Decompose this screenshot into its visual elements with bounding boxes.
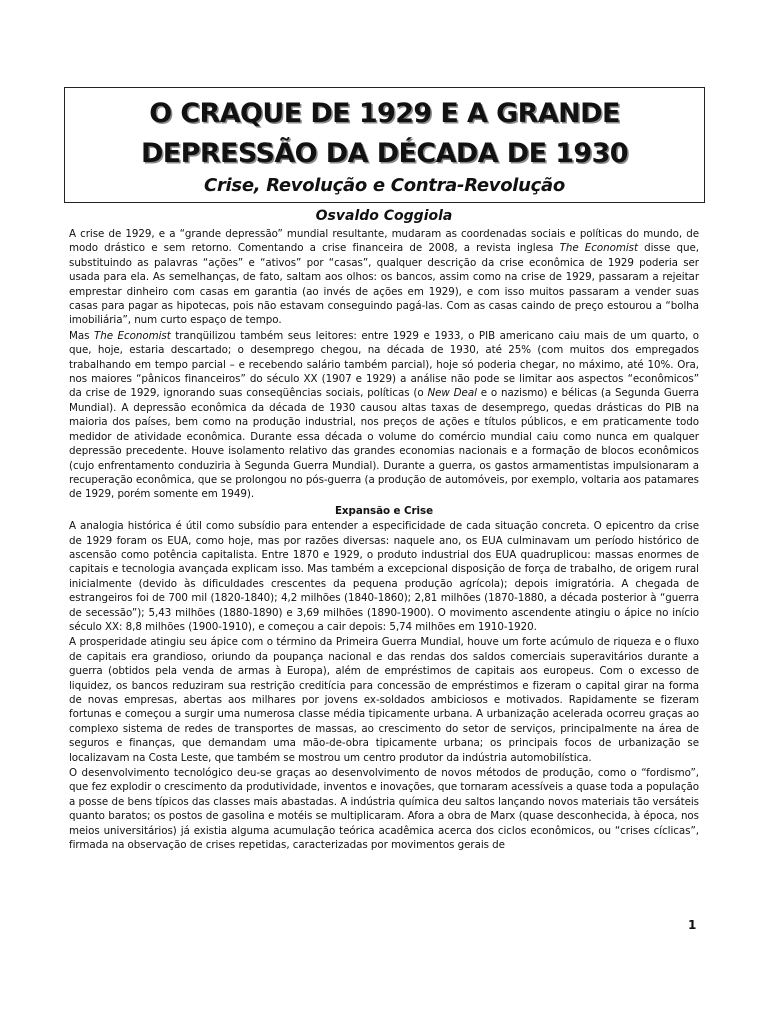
author-name: Osvaldo Coggiola	[315, 208, 453, 224]
document-body	[69, 227, 699, 852]
paragraph-text: Mas	[69, 329, 94, 342]
publication-title: The Economist	[93, 329, 171, 342]
paragraph-text: A crise de 1929, e a “grande depressão” mundial resultante, mudaram as coordenadas sociais e políticas do mundo, de modo drástico e sem retorno. Comentando a crise financeira de 2008, a revista inglesa	[69, 228, 699, 255]
emphasis-new-deal: New Deal	[427, 387, 477, 400]
document-subtitle: Crise, Revolução e Contra-Revolução	[204, 175, 565, 196]
paragraph-text: disse que, substituindo as palavras “ações” e “ativos” por “casas”, qualquer descrição da crise econômica de 1929 poderia ser usada para ela. As semelhanças, de fato, saltam aos olhos: os bancos, assim como na crise de 1929, passaram a rejeitar emprestar dinheiro com casas em garantia (ao invés de ações em 1929), e com isso muitos passaram a vender suas casas para pagar as hipotecas, pois não estavam conseguindo pagá-las. Com as casas caindo de preço estourou a “bolha imobiliária”, num curto espaço de tempo.	[69, 242, 699, 327]
page-number: 1	[688, 918, 697, 932]
document-title-line-2: DEPRESSÃO DA DÉCADA DE 1930	[141, 138, 628, 169]
paragraph-3: A analogia histórica é útil como subsídio para entender a especificidade de cada situação concreta. O epicentro da crise de 1929 foram os EUA, como hoje, mas por razões diversas: naquele ano, os EUA culminavam um período histórico de ascensão como potência capitalista. Entre 1870 e 1929, o produto industrial dos EUA quadruplicou: massas enormes de capitais e tecnologia avançada explicam isso. Mas também a excepcional disposição de força de trabalho, de origem rural inicialmente (devido às dificuldades crescentes da pequena produção agrícola); depois imigratória. A chegada de estrangeiros foi de 700 mil (1820-1840); 4,2 milhões (1840-1860); 2,81 milhões (1870-1880, a década posterior à “guerra de secessão”); 5,43 milhões (1880-1890) e 3,69 milhões (1890-1900). O movimento ascendente atingiu o ápice no início século XX: 8,8 milhões (1900-1910), e começou a cair depois: 5,74 milhões em 1910-1920.	[69, 520, 699, 633]
paragraph-4: A prosperidade atingiu seu ápice com o término da Primeira Guerra Mundial, houve um forte acúmulo de riqueza e o fluxo de capitais era grandioso, oriundo da poupança nacional e das rendas dos saldos comerciais superavitários durante a guerra (obtidos pela venda de armas à Europa), além de empréstimos de capitais aos europeus. Com o excesso de liquidez, os bancos reduziram sua restrição creditícia para concessão de empréstimos e fizeram o capital girar na forma de novas empresas, abertas aos milhares por jovens ex-soldados ambiciosos e motivados. Rapidamente se fizeram fortunas e começou a surgir uma numerosa classe média tipicamente urbana. A urbanização acelerada ocorreu graças ao complexo sistema de redes de transportes de massas, ao crescimento do setor de serviços, principalmente na área de seguros e finanças, que demandam uma mão-de-obra tipicamente urbana; os principais focos de urbanização se localizavam na Costa Leste, que também se mostrou um centro produtor da indústria automobilística.	[69, 636, 699, 764]
paragraph-1	[69, 227, 699, 328]
title-box	[64, 87, 705, 203]
paragraph-5: O desenvolvimento tecnológico deu-se graças ao desenvolvimento de novos métodos de produção, como o “fordismo”, que fez explodir o crescimento da produtividade, inventos e inovações, que tornaram acessíveis a quase toda a população a posse de bens típicos das classes mais abastadas. A indústria química deu saltos lançando novos materiais tão versáteis quanto baratos; os postos de gasolina e motéis se multiplicaram. Afora a obra de Marx (quase desconhecida, à época, nos meios universitários) já existia alguma acumulação teórica acadêmica acerca dos ciclos econômicos, ou “crises cíclicas”, firmada na observação de crises repetidas, caracterizadas por movimentos gerais de	[69, 767, 699, 852]
paragraph-text: e o nazismo) e bélicas (a Segunda Guerra Mundial). A depressão econômica da década de 1930 causou altas taxas de desemprego, quedas drásticas do PIB na maioria dos países, bem como na produção industrial, nos preços de ações e títulos públicos, e em praticamente todo medidor de atividade econômica. Durante essa década o volume do comércio mundial caiu como nunca em qualquer depressão precedente. Houve isolamento relativo das grandes economias nacionais e a formação de blocos econômicos (cujo enfrentamento conduziria à Segunda Guerra Mundial). Durante a guerra, os gastos armamentistas impulsionaram a recuperação econômica, que se prolongou no pós-guerra (a produção de automóveis, por exemplo, voltaria aos patamares de 1929, porém somente em 1949).	[69, 387, 699, 501]
paragraph-2	[69, 329, 699, 502]
paragraph-text: tranqüilizou também seus leitores: entre 1929 e 1933, o PIB americano caiu mais de um quarto, o que, hoje, estaria descartado; o desemprego chegou, na década de 1930, até 25% (com muitos dos empregados trabalhando em tempo parcial – e recebendo salário também parcial), hoje só poderia chegar, no máximo, até 10%. Ora, nos maiores “pânicos financeiros” do século XX (1907 e 1929) a análise não pode se limitar aos aspectos “econômicos” da crise de 1929, ignorando suas conseqüências sociais, políticas (o	[69, 329, 699, 400]
document-title-line-1: O CRAQUE DE 1929 E A GRANDE	[149, 98, 620, 129]
section-heading: Expansão e Crise	[334, 504, 434, 517]
publication-title: The Economist	[559, 242, 638, 255]
